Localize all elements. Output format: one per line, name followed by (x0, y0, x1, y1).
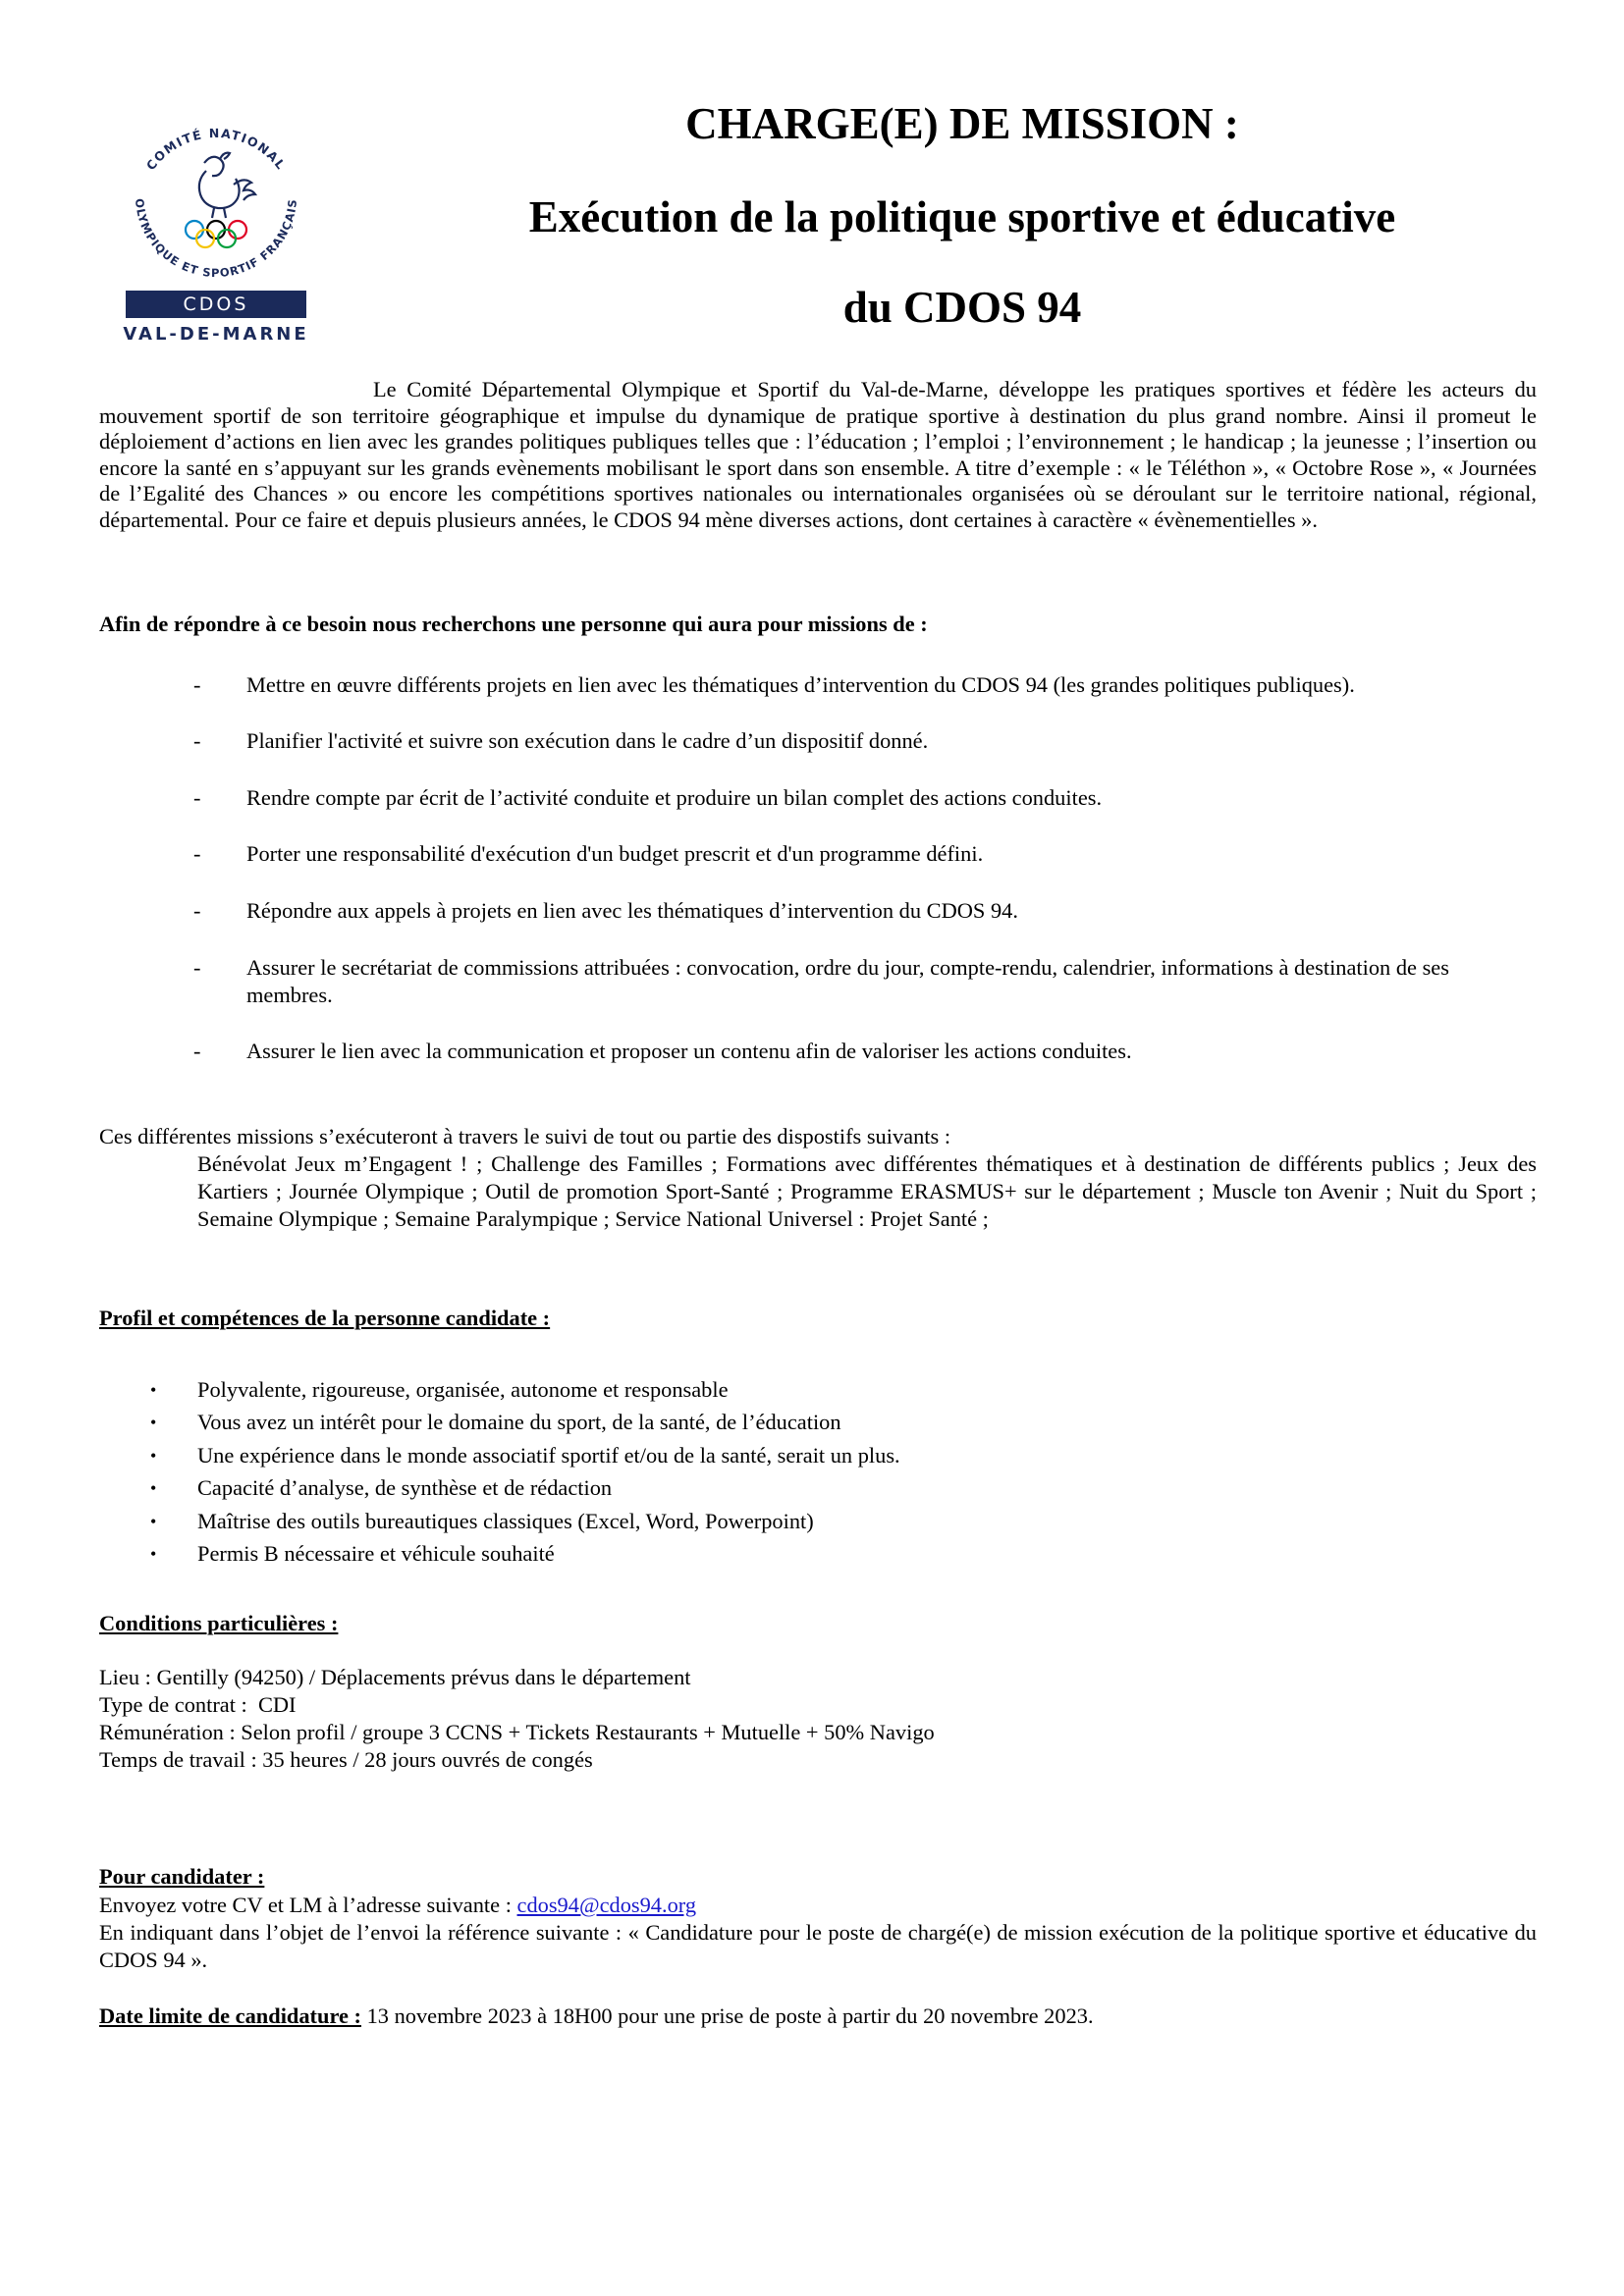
logo-subtitle: VAL-DE-MARNE (123, 324, 309, 345)
bullet-marker: • (150, 1478, 157, 1498)
mission-text: Assurer le lien avec la communication et proposer un contenu afin de valoriser les actions conduites. (246, 1039, 1132, 1063)
deadline-text: 13 novembre 2023 à 18H00 pour une prise de poste à partir du 20 novembre 2023. (361, 2003, 1094, 2028)
profil-text: Maîtrise des outils bureautiques classiques (Excel, Word, Powerpoint) (197, 1509, 814, 1533)
condition-line: Rémunération : Selon profil / groupe 3 CCNS + Tickets Restaurants + Mutuelle + 50% Navigo (99, 1720, 935, 1744)
page-subtitle-2: du CDOS 94 (842, 283, 1082, 332)
profil-text: Vous avez un intérêt pour le domaine du sport, de la santé, de l’éducation (197, 1410, 841, 1434)
profil-text: Permis B nécessaire et véhicule souhaité (197, 1541, 555, 1566)
candidater-line-2: En indiquant dans l’objet de l’envoi la référence suivante : « Candidature pour le poste de chargé(e) de mission exécution de la politique sportive et éducative du CDOS 94 ». (99, 1920, 1537, 1972)
olympic-rings-icon (186, 221, 246, 247)
profil-text: Capacité d’analyse, de synthèse et de rédaction (197, 1475, 613, 1500)
candidater-prefix: Envoyez votre CV et LM à l’adresse suivante : (99, 1893, 517, 1917)
deadline-line (99, 2002, 1537, 2030)
page-title: CHARGE(E) DE MISSION : (685, 99, 1239, 148)
bullet-marker: • (150, 1544, 157, 1564)
mission-text: Planifier l'activité et suivre son exécution dans le cadre d’un dispositif donné. (246, 728, 929, 753)
bullet-marker: • (150, 1512, 157, 1531)
profil-text: Polyvalente, rigoureuse, organisée, autonome et responsable (197, 1377, 729, 1402)
dash-marker: - (193, 728, 201, 753)
logo-ring-bottom: OLYMPIQUE ET SPORTIF FRANÇAIS (132, 197, 300, 281)
bullet-marker: • (150, 1413, 157, 1432)
condition-line: Temps de travail : 35 heures / 28 jours ouvrés de congés (99, 1747, 593, 1772)
candidater-line-1 (99, 1892, 1537, 1919)
svg-text:COMITÉ NATIONAL (143, 126, 289, 173)
logo-band-cdos: CDOS (126, 291, 306, 318)
mission-text: Répondre aux appels à projets en lien avec les thématiques d’intervention du CDOS 94. (246, 898, 1018, 923)
dispositifs-intro: Ces différentes missions s’exécuteront à travers le suivi de tout ou partie des dispostifs suivants : (99, 1124, 951, 1148)
cdos-logo (118, 116, 314, 351)
mission-text: Porter une responsabilité d'exécution d'un budget prescrit et d'un programme défini. (246, 841, 984, 866)
dash-marker: - (193, 955, 201, 980)
dash-marker: - (193, 672, 201, 697)
deadline-label: Date limite de candidature : (99, 2003, 361, 2028)
condition-line: Type de contrat : CDI (99, 1692, 297, 1717)
candidater-heading: Pour candidater : (99, 1864, 265, 1889)
mission-text: Mettre en œuvre différents projets en lien avec les thématiques d’intervention du CDOS 94 (les grandes politiques publiques). (246, 672, 1355, 697)
page-subtitle: Exécution de la politique sportive et éducative (528, 192, 1396, 241)
intro-text: Le Comité Départemental Olympique et Sportif du Val-de-Marne, développe les pratiques sportives et fédère les acteurs du mouvement sportif de son territoire géographique et impulse du dynamique de pratique sportive à destination du plus grand nombre. Ainsi il promeut le déploiement d’actions en lien avec les grandes politiques publiques telles que : l’éducation ; l’emploi ; l’environnement ; le handicap ; la jeunesse ; l’insertion ou encore la santé en s’appuyant sur les grands evènements mobilisant le sport dans son ensemble. A titre d’exemple : « le Téléthon », « Octobre Rose », « Journées de l’Egalité des Chances » ou encore les compétitions sportives nationales ou internationales organisées où se déroulant sur le territoire national, régional, départemental. Pour ce faire et depuis plusieurs années, le CDOS 94 mène diverses actions, dont certaines à caractère « évènementielles ». (99, 377, 1537, 532)
profil-heading: Profil et compétences de la personne candidate : (99, 1306, 551, 1330)
missions-heading: Afin de répondre à ce besoin nous recherchons une personne qui aura pour missions de : (99, 612, 928, 636)
mission-text: Assurer le secrétariat de commissions attribuées : convocation, ordre du jour, compte-rendu, calendrier, informations à destination de ses membres. (246, 955, 1449, 1007)
rooster-icon (199, 153, 255, 218)
conditions-heading: Conditions particulières : (99, 1611, 339, 1635)
olympic-emblem-icon (118, 116, 314, 293)
dash-marker: - (193, 841, 201, 866)
bullet-marker: • (150, 1446, 157, 1466)
dash-marker: - (193, 785, 201, 810)
intro-paragraph (99, 377, 1537, 533)
mission-text: Rendre compte par écrit de l’activité conduite et produire un bilan complet des actions conduites. (246, 785, 1103, 810)
dash-marker: - (193, 898, 201, 923)
logo-ring-top: COMITÉ NATIONAL (142, 125, 290, 174)
dash-marker: - (193, 1039, 201, 1063)
email-link[interactable]: cdos94@cdos94.org (516, 1893, 697, 1917)
condition-line: Lieu : Gentilly (94250) / Déplacements prévus dans le département (99, 1665, 691, 1689)
dispositifs-list: Bénévolat Jeux m’Engagent ! ; Challenge des Familles ; Formations avec différentes thématiques et à destination de différents publics ; Jeux des Kartiers ; Journée Olympique ; Outil de promotion Sport-Santé ; Programme ERASMUS+ sur le département ; Muscle ton Avenir ; Nuit du Sport ; Semaine Olympique ; Semaine Paralympique ; Service National Universel : Projet Santé ; (197, 1151, 1537, 1231)
profil-text: Une expérience dans le monde associatif sportif et/ou de la santé, serait un plus. (197, 1443, 900, 1468)
bullet-marker: • (150, 1380, 157, 1400)
